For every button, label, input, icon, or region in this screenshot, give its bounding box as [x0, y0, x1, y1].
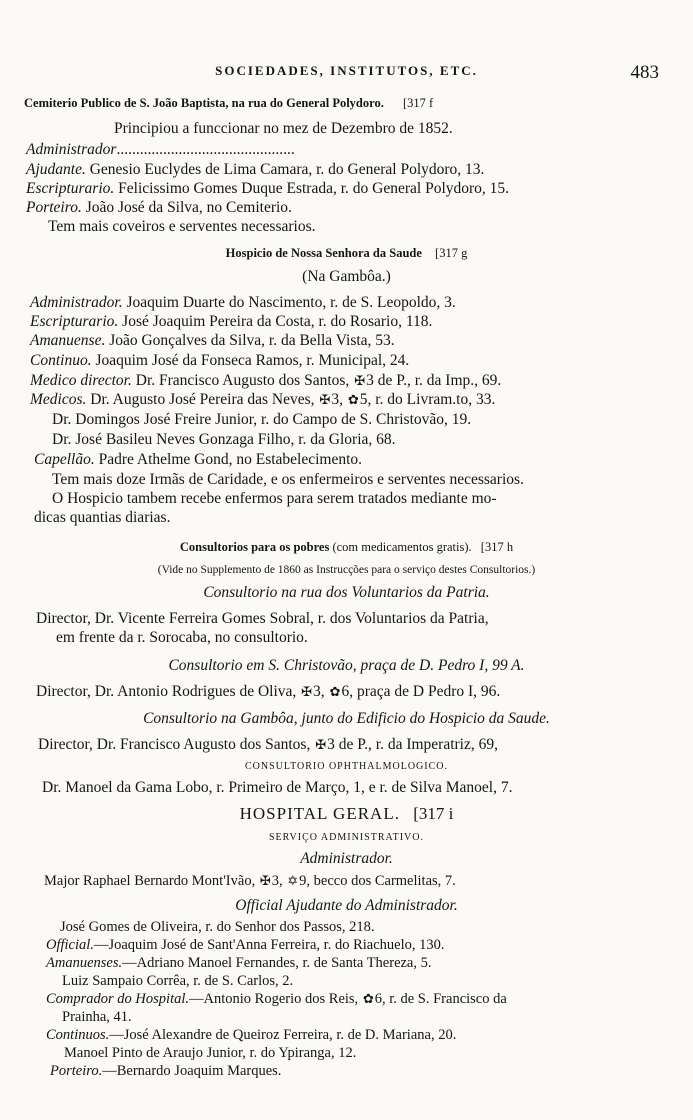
- cemiterio-porteiro: Porteiro. João José da Silva, no Cemiterio.: [26, 199, 292, 216]
- cemiterio-admin: Administrador..............................................: [26, 141, 295, 158]
- hospital-comprador: Comprador do Hospital.—Antonio Rogerio dos Reis, ✿6, r. de S. Francisco da: [46, 991, 507, 1007]
- order-rose-icon: ✿: [329, 684, 341, 699]
- hospicio-recebe-2: dicas quantias diarias.: [34, 509, 171, 526]
- cemiterio-started: Principiou a funccionar no mez de Dezembro de 1852.: [114, 120, 453, 137]
- consultorio-2-title: Consultorio em S. Christovão, praça de D. Pedro I, 99 A.: [168, 657, 525, 674]
- hospicio-escripturario: Escripturario. José Joaquim Pereira da Costa, r. do Rosario, 118.: [30, 313, 433, 330]
- consultorio-1-title: Consultorio na rua dos Voluntarios da Patria.: [203, 584, 490, 601]
- hospital-amanuenses: Amanuenses.—Adriano Manoel Fernandes, r. de Santa Thereza, 5.: [46, 955, 432, 971]
- consultorio-4-title: CONSULTORIO OPHTHALMOLOGICO.: [244, 761, 448, 772]
- hospital-servico: SERVIÇO ADMINISTRATIVO.: [269, 832, 424, 843]
- consultorio-1-line-2: em frente da r. Sorocaba, no consultorio.: [56, 629, 308, 646]
- order-cross-icon: ✠: [259, 873, 271, 888]
- hospital-admin-title: Administrador.: [300, 850, 393, 867]
- hospicio-amanuense: Amanuense. João Gonçalves da Silva, r. da Bella Vista, 53.: [30, 332, 395, 349]
- hospicio-capellao: Capellão. Padre Athelme Gond, no Estabelecimento.: [34, 451, 363, 468]
- hospital-official: Official.—Joaquim José de Sant'Anna Ferreira, r. do Riachuelo, 130.: [46, 937, 445, 953]
- consultorios-heading: Consultorios para os pobres (com medicamentos gratis). [317 h: [179, 540, 514, 554]
- hospital-heading: [0, 805, 693, 823]
- order-rose-icon: ✿: [347, 392, 359, 407]
- order-cross-icon: ✠: [315, 737, 327, 752]
- hospital-amanuense-2: Luiz Sampaio Corrêa, r. de S. Carlos, 2.: [62, 973, 294, 989]
- order-cross-icon: ✠: [319, 392, 331, 407]
- cemiterio-ref: [317 f: [402, 96, 434, 110]
- hospital-comprador-2: Prainha, 41.: [62, 1009, 132, 1025]
- consultorio-1-line-1: Director, Dr. Vicente Ferreira Gomes Sobral, r. dos Voluntarios da Patria,: [36, 610, 489, 627]
- cemiterio-escripturario: Escripturario. Felicissimo Gomes Duque Estrada, r. do General Polydoro, 15.: [26, 180, 510, 197]
- hospital-official-aj-title: Official Ajudante do Administrador.: [235, 897, 458, 914]
- hospicio-title: Hospicio de Nossa Senhora da Saude: [225, 246, 422, 260]
- running-header: SOCIEDADES, INSTITUTOS, ETC.: [215, 63, 478, 78]
- consultorio-2-line: Director, Dr. Antonio Rodrigues de Oliva, ✠3, ✿6, praça de D Pedro I, 96.: [36, 683, 501, 700]
- order-cross-icon: ✠: [301, 684, 313, 699]
- consultorio-3-title: Consultorio na Gambôa, junto do Edificio do Hospicio da Saude.: [143, 710, 550, 727]
- order-rose-icon: ✿: [362, 991, 374, 1006]
- order-cross-icon: ✠: [354, 373, 366, 388]
- hospital-official-aj-line: José Gomes de Oliveira, r. do Senhor dos Passos, 218.: [60, 919, 375, 935]
- hospicio-location: (Na Gambôa.): [302, 268, 391, 285]
- hospicio-recebe-1: O Hospicio tambem recebe enfermos para serem tratados mediante mo-: [52, 490, 497, 507]
- cemiterio-title: Cemiterio Publico de S. João Baptista, na rua do General Polydoro.: [24, 96, 384, 110]
- hospital-continuo-2: Manoel Pinto de Araujo Junior, r. do Ypiranga, 12.: [64, 1045, 357, 1061]
- hospital-continuos: Continuos.—José Alexandre de Queiroz Ferreira, r. de D. Mariana, 20.: [46, 1027, 457, 1043]
- hospital-porteiro: Porteiro.—Bernardo Joaquim Marques.: [50, 1063, 282, 1079]
- hospicio-ref: [317 g: [435, 246, 468, 260]
- consultorio-4-line: Dr. Manoel da Gama Lobo, r. Primeiro de Março, 1, e r. de Silva Manoel, 7.: [42, 779, 513, 796]
- hospicio-admin: Administrador. Joaquim Duarte do Nascimento, r. de S. Leopoldo, 3.: [30, 294, 456, 311]
- hospital-ref: [317 i: [413, 804, 454, 823]
- hospicio-heading: [0, 244, 693, 262]
- consultorios-note: (Vide no Supplemento de 1860 as Instrucções para o serviço destes Consultorios.): [157, 564, 536, 576]
- cemiterio-heading: [24, 94, 693, 112]
- page-number: 483: [630, 62, 659, 83]
- hospicio-continuo: Continuo. Joaquim José da Fonseca Ramos, r. Municipal, 24.: [30, 352, 410, 369]
- hospicio-medicos: Medicos. Dr. Augusto José Pereira das Neves, ✠3, ✿5, r. do Livram.to, 33.: [30, 391, 496, 408]
- hospicio-irmas: Tem mais doze Irmãs de Caridade, e os enfermeiros e serventes necessarios.: [52, 471, 524, 488]
- cemiterio-coveiros: Tem mais coveiros e serventes necessarios.: [48, 218, 316, 235]
- hospital-admin-line: Major Raphael Bernardo Mont'Ivão, ✠3, ✡9, becco dos Carmelitas, 7.: [44, 873, 456, 889]
- hospicio-medico-3: Dr. José Basileu Neves Gonzaga Filho, r. da Gloria, 68.: [52, 431, 396, 448]
- hospicio-medico-2: Dr. Domingos José Freire Junior, r. do Campo de S. Christovão, 19.: [52, 411, 472, 428]
- hospicio-medico-director: Medico director. Dr. Francisco Augusto dos Santos, ✠3 de P., r. da Imp., 69.: [30, 372, 502, 389]
- cemiterio-ajudante: Ajudante. Genesio Euclydes de Lima Camara, r. do General Polydoro, 13.: [26, 161, 485, 178]
- hospital-title: HOSPITAL GERAL.: [239, 804, 400, 823]
- order-star-icon: ✡: [287, 873, 299, 888]
- consultorio-3-line: Director, Dr. Francisco Augusto dos Santos, ✠3 de P., r. da Imperatriz, 69,: [38, 736, 498, 753]
